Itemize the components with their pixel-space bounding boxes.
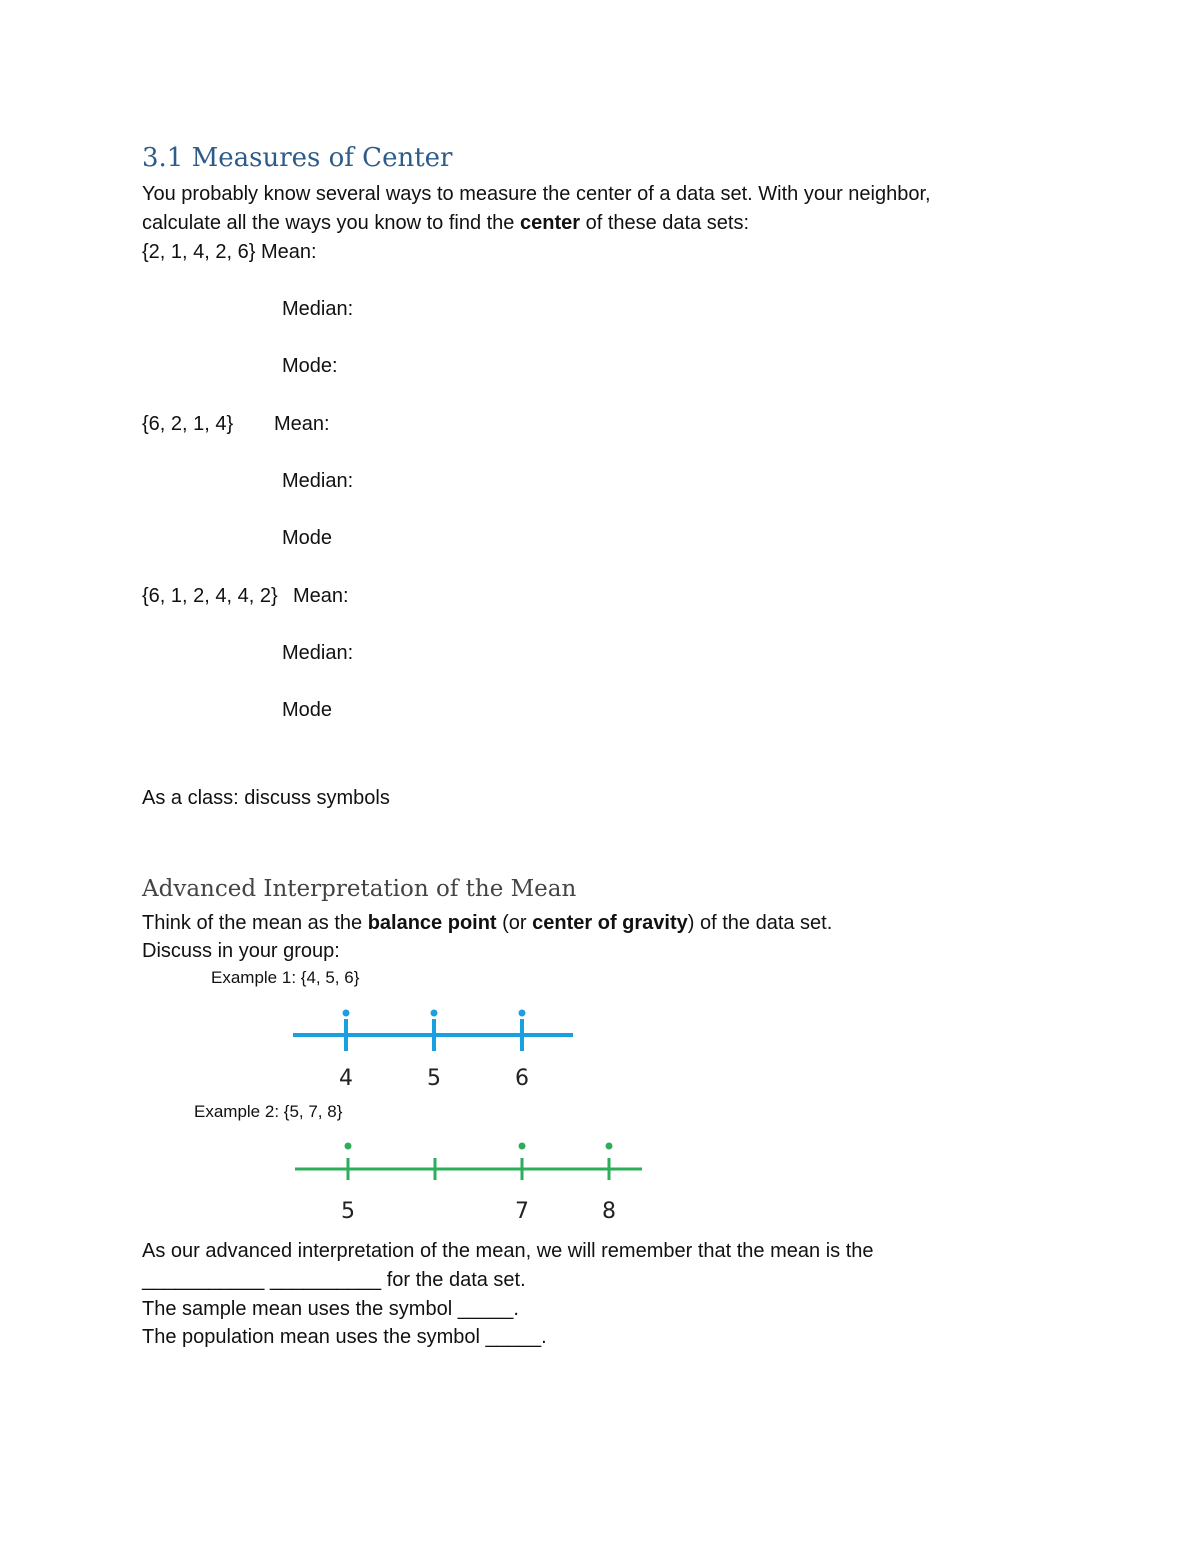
intro-text-end: of these data sets:: [580, 212, 750, 234]
data-point-dot: [606, 1143, 613, 1150]
closing-line-1: As our advanced interpretation of the mean, we will remember that the mean is the: [142, 1240, 874, 1262]
adv-bold-balance-point: balance point: [367, 912, 497, 934]
data-point-dot: [345, 1143, 352, 1150]
number-line-tick-label: 4: [339, 1066, 353, 1091]
dataset-mean-label: Mean:: [261, 241, 317, 263]
data-point-dot: [431, 1010, 438, 1017]
intro-text: calculate all the ways you know to find the: [142, 212, 520, 234]
number-line-tick-label: 5: [341, 1199, 355, 1224]
intro-bold-center: center: [520, 212, 581, 234]
dataset-3-mode: Mode: [282, 699, 333, 721]
data-point-dot: [519, 1010, 526, 1017]
advanced-title: Advanced Interpretation of the Mean: [142, 876, 577, 902]
dataset-1-mode: Mode:: [282, 355, 338, 377]
number-line-tick-label: 7: [515, 1199, 529, 1224]
adv-bold-center-of-gravity: center of gravity: [532, 912, 688, 934]
example-2-label: Example 2: {5, 7, 8}: [194, 1102, 343, 1121]
number-line-tick-label: 6: [515, 1066, 529, 1091]
example-1-label: Example 1: {4, 5, 6}: [211, 968, 360, 987]
closing-line-2: ___________ __________ for the data set.: [142, 1269, 526, 1291]
dataset-3-set: {6, 1, 2, 4, 4, 2}: [142, 585, 278, 607]
number-line-tick-label: 8: [602, 1199, 616, 1224]
dataset-2-mean: Mean:: [274, 413, 330, 435]
adv-text: Think of the mean as the: [142, 912, 368, 934]
number-line-tick-label: 5: [427, 1066, 441, 1091]
section-title: 3.1 Measures of Center: [142, 143, 453, 173]
intro-line-1: You probably know several ways to measure the center of a data set. With your neighbor,: [142, 183, 931, 205]
closing-line-3: The sample mean uses the symbol _____.: [142, 1298, 519, 1320]
dataset-3-mean: Mean:: [293, 585, 349, 607]
data-point-dot: [343, 1010, 350, 1017]
dataset-2-mode: Mode: [282, 527, 333, 549]
adv-text-end: ) of the data set.: [687, 912, 833, 934]
dataset-1-median: Median:: [282, 298, 354, 320]
adv-text-mid: (or: [496, 912, 533, 934]
dataset-set: {2, 1, 4, 2, 6}: [142, 241, 256, 263]
data-point-dot: [519, 1143, 526, 1150]
class-note: As a class: discuss symbols: [142, 787, 390, 809]
dataset-2-set: {6, 2, 1, 4}: [142, 413, 234, 435]
dataset-2-median: Median:: [282, 470, 354, 492]
closing-line-4: The population mean uses the symbol _____.: [142, 1326, 547, 1348]
dataset-3-median: Median:: [282, 642, 354, 664]
advanced-line-2: Discuss in your group:: [142, 940, 340, 962]
